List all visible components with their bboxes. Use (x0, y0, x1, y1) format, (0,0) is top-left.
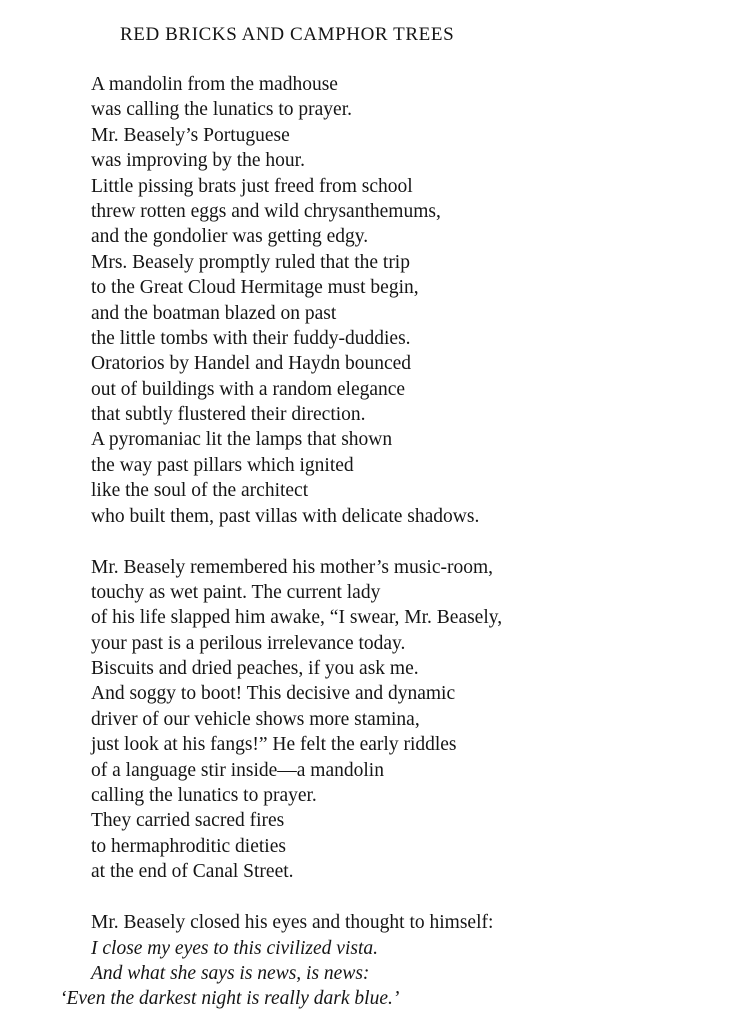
poem-line: touchy as wet paint. The current lady (91, 581, 381, 603)
poem-line: Biscuits and dried peaches, if you ask me. (91, 658, 419, 680)
poem-line: the little tombs with their fuddy-duddies. (91, 327, 411, 349)
poem-line: at the end of Canal Street. (91, 861, 294, 883)
poem-line: Mr. Beasely closed his eyes and thought to himself: (91, 912, 494, 934)
poem-line: A mandolin from the madhouse (91, 74, 338, 95)
poem-line: They carried sacred fires (91, 810, 285, 832)
poem-title: RED BRICKS AND CAMPHOR TREES (120, 24, 455, 45)
poem-line: driver of our vehicle shows more stamina, (91, 708, 420, 730)
poem-line-italic-quote: ‘Even the darkest night is really dark blue.’ (60, 988, 400, 1010)
stanza-2 (91, 555, 711, 885)
poem-line: and the gondolier was getting edgy. (91, 226, 369, 248)
poem-line-italic: I close my eyes to this civilized vista. (91, 937, 378, 959)
poem-line: just look at his fangs!” He felt the early riddles (91, 734, 457, 756)
poem-line: was calling the lunatics to prayer. (91, 99, 353, 121)
poem-line: that subtly flustered their direction. (91, 404, 366, 426)
poem-line: out of buildings with a random elegance (91, 378, 406, 400)
poem-line: Mr. Beasely’s Portuguese (91, 124, 290, 146)
poem-line: And soggy to boot! This decisive and dynamic (91, 683, 456, 705)
poem-line: the way past pillars which ignited (91, 454, 354, 476)
stanza-3 (60, 910, 711, 1012)
poem-line: like the soul of the architect (91, 480, 309, 502)
poem-line: threw rotten eggs and wild chrysanthemums, (91, 200, 441, 222)
poem-line: Mrs. Beasely promptly ruled that the trip (91, 251, 410, 273)
poem-body (60, 72, 711, 1012)
poem-line: who built them, past villas with delicate shadows. (91, 505, 480, 527)
poem-line: Oratorios by Handel and Haydn bounced (91, 353, 412, 375)
poem-line: your past is a perilous irrelevance today. (91, 632, 406, 654)
poem-line: to the Great Cloud Hermitage must begin, (91, 277, 419, 299)
poem-line: calling the lunatics to prayer. (91, 785, 317, 807)
stanza-1 (91, 72, 711, 529)
poem-line: to hermaphroditic dieties (91, 835, 286, 857)
poem-line: and the boatman blazed on past (91, 302, 337, 324)
poem-line: Mr. Beasely remembered his mother’s music-room, (91, 556, 494, 578)
poem-line: A pyromaniac lit the lamps that shown (91, 429, 393, 451)
poem-line-italic: And what she says is news, is news: (91, 962, 370, 984)
poem-line: was improving by the hour. (91, 150, 305, 172)
poem-line: of a language stir inside—a mandolin (91, 759, 384, 781)
poem-line: Little pissing brats just freed from school (91, 175, 413, 197)
poem-line: of his life slapped him awake, “I swear, Mr. Beasely, (91, 607, 503, 629)
